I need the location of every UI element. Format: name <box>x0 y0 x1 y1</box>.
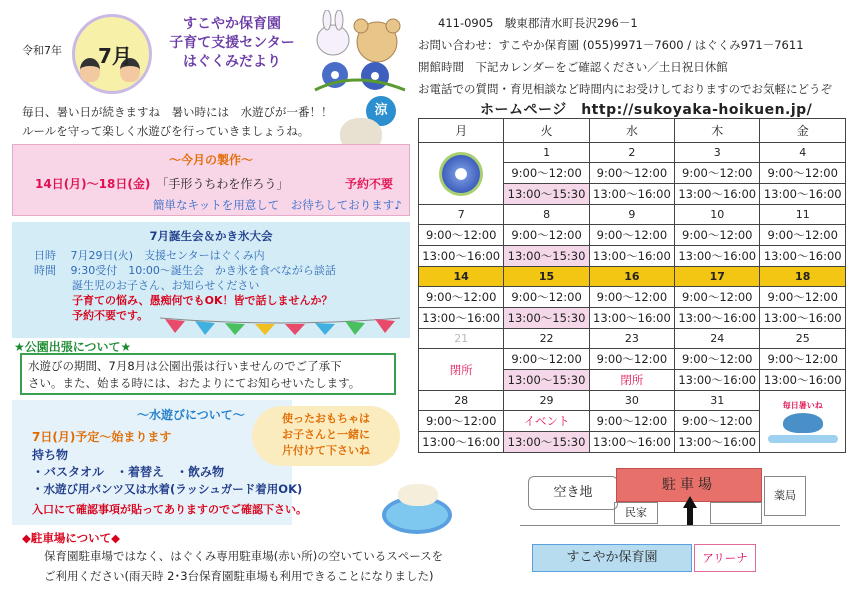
am-hours: 9:00～12:00 <box>760 287 846 308</box>
whale-caption: 毎日暑いね <box>782 401 823 410</box>
parking-line: ご利用ください(雨天時 2･3台保育園駐車場も利用できることになりました) <box>44 569 434 583</box>
water-play-box <box>12 400 307 525</box>
rabbit-bear-illustration <box>305 10 410 95</box>
pm-hours: 13:00～16:00 <box>589 184 674 205</box>
am-hours: 9:00～12:00 <box>419 287 504 308</box>
day-header: 月 <box>419 119 504 143</box>
phone: お問い合わせ：すこやか保育園 (055)9971－7600 / はぐくみ971－7611 <box>418 38 804 52</box>
am-hours: 9:00～12:00 <box>504 163 589 184</box>
pm-hours: 13:00～16:00 <box>760 246 846 267</box>
birthday-no-reservation: 予約不要です。 <box>72 309 149 322</box>
map-road <box>520 525 840 526</box>
park-visit-text: 水遊びの期間、7月8月は公園出張は行いませんのでご了承下 <box>28 359 342 373</box>
am-hours: 9:00～12:00 <box>419 411 504 432</box>
pm-hours: 13:00～16:00 <box>589 432 674 453</box>
date-cell: 3 <box>675 143 760 163</box>
monthly-calendar <box>418 118 846 453</box>
am-hours: 9:00～12:00 <box>589 287 674 308</box>
belongings-list: ・バスタオル ・着替え ・飲み物 <box>32 465 225 479</box>
pm-hours: 13:00～16:00 <box>760 308 846 329</box>
homepage-link[interactable]: ホームページ http://sukoyaka-hoikuen.jp/ <box>480 102 813 118</box>
day-header: 火 <box>504 119 589 143</box>
era-label: 令和7年 <box>22 44 62 57</box>
craft-note: 簡単なキットを用意して お待ちしております♪ <box>153 198 402 212</box>
date-cell: 10 <box>675 205 760 225</box>
event-label: イベント <box>504 411 589 432</box>
pm-hours: 13:00～16:00 <box>419 246 504 267</box>
address: 411-0905 駿東郡清水町長沢296－1 <box>438 16 638 30</box>
title-line: すこやか保育園 <box>183 16 281 32</box>
map-arena: アリーナ <box>694 544 756 572</box>
am-hours: 9:00～12:00 <box>675 349 760 370</box>
date-cell: 29 <box>504 391 589 411</box>
pm-hours: 13:00～16:00 <box>589 308 674 329</box>
pm-hours: 13:00～16:00 <box>675 370 760 391</box>
craft-reservation: 予約不要 <box>345 177 394 191</box>
pm-hours: 13:00～15:30 <box>504 246 589 267</box>
date-cell: 15 <box>504 267 589 287</box>
title-line: はぐくみだより <box>183 54 281 70</box>
date-cell: 18 <box>760 267 846 287</box>
am-hours: 9:00～12:00 <box>504 287 589 308</box>
map-nursery: すこやか保育園 <box>532 544 692 572</box>
cool-badge: 涼 <box>366 96 396 126</box>
date-cell: 16 <box>589 267 674 287</box>
parking-heading: ◆駐車場について◆ <box>22 531 120 545</box>
date-cell: 31 <box>675 391 760 411</box>
pm-hours: 13:00～15:30 <box>504 184 589 205</box>
pm-hours: 13:00～15:30 <box>504 370 589 391</box>
am-hours: 9:00～12:00 <box>760 349 846 370</box>
toy-cleanup-bubble: 使ったおもちゃは お子さんと一緒に 片付けて下さいね <box>252 406 400 466</box>
park-visit-box <box>20 353 396 395</box>
closed-label: 閉所 <box>589 370 674 391</box>
sea-icon <box>768 435 838 443</box>
belongings-heading: 持ち物 <box>32 448 69 462</box>
day-header: 水 <box>589 119 674 143</box>
map-pharmacy: 薬局 <box>764 476 806 516</box>
water-play-start: 7日(月)予定～始まります <box>32 430 172 444</box>
craft-date: 14日(月)～18日(金) <box>35 177 151 191</box>
pm-hours: 13:00～16:00 <box>675 184 760 205</box>
birthday-time: 時間 9:30受付 10:00～誕生会 かき氷を食べながら談話 <box>34 264 336 277</box>
pm-hours: 13:00～16:00 <box>589 246 674 267</box>
day-header: 木 <box>675 119 760 143</box>
parking-text <box>44 546 484 586</box>
date-cell: 28 <box>419 391 504 411</box>
day-header: 金 <box>760 119 846 143</box>
date-cell: 9 <box>589 205 674 225</box>
date-cell: 8 <box>504 205 589 225</box>
am-hours: 9:00～12:00 <box>589 225 674 246</box>
birthday-date: 日時 7月29日(火) 支援センターはぐくみ内 <box>34 249 265 262</box>
craft-heading: ～今月の製作～ <box>168 153 253 167</box>
intro-line: ルールを守って楽しく水遊びを行っていきましょうね。 <box>22 124 310 138</box>
birthday-heading: 7月誕生会＆かき氷大会 <box>149 229 273 243</box>
date-cell: 22 <box>504 329 589 349</box>
map-house: 民家 <box>614 502 658 524</box>
am-hours: 9:00～12:00 <box>504 225 589 246</box>
intro-text <box>22 103 382 141</box>
craft-row <box>35 175 394 192</box>
contact-info <box>418 12 858 100</box>
arrow-up-icon <box>683 496 697 526</box>
birthday-invite: 子育ての悩み、愚痴何でもOK！皆で話しませんか？ <box>72 294 333 307</box>
park-visit-heading: ★公園出張について★ <box>14 340 132 354</box>
birthday-notice: 誕生児のお子さん、お知らせください <box>72 279 260 292</box>
pm-hours: 13:00～16:00 <box>760 184 846 205</box>
am-hours: 9:00～12:00 <box>760 225 846 246</box>
pm-hours: 13:00～16:00 <box>760 370 846 391</box>
bathing-animals-illustration <box>398 484 438 506</box>
date-cell: 14 <box>419 267 504 287</box>
map-building <box>710 502 762 524</box>
date-cell: 25 <box>760 329 846 349</box>
calendar-header <box>419 119 846 143</box>
month-label: 7月 <box>98 44 132 68</box>
newsletter-title <box>162 15 302 72</box>
park-visit-text: さい。また、始まる時には、おたよりにてお知らせいたします。 <box>28 376 361 390</box>
closed-label: 閉所 <box>419 349 504 391</box>
intro-line: 毎日、暑い日が続きますね 暑い時には 水遊びが一番！！ <box>22 105 333 119</box>
craft-name: 「手形うちわを作ろう」 <box>156 177 289 191</box>
pm-hours: 13:00～16:00 <box>419 432 504 453</box>
date-cell: 21 <box>419 329 504 349</box>
pm-hours: 13:00～16:00 <box>675 246 760 267</box>
pm-hours: 13:00～16:00 <box>675 308 760 329</box>
am-hours: 9:00～12:00 <box>675 163 760 184</box>
am-hours: 9:00～12:00 <box>419 225 504 246</box>
parking-line: 保育園駐車場ではなく、はぐくみ専用駐車場(赤い所)の空いているスペースを <box>44 549 444 563</box>
opening-hours: 開館時間 下記カレンダーをご確認ください／土日祝日休館 <box>418 60 728 74</box>
pm-hours: 13:00～15:30 <box>504 308 589 329</box>
morning-glory-illustration <box>419 143 504 205</box>
whale-icon <box>783 413 823 433</box>
am-hours: 9:00～12:00 <box>589 411 674 432</box>
belongings-list: ・水遊び用パンツ又は水着(ラッシュガード着用OK) <box>32 482 303 496</box>
am-hours: 9:00～12:00 <box>675 225 760 246</box>
birthday-details <box>34 248 336 323</box>
date-cell: 24 <box>675 329 760 349</box>
water-play-note: 入口にて確認事項が貼ってありますのでご確認下さい。 <box>32 503 307 516</box>
date-cell: 4 <box>760 143 846 163</box>
map-vacant-lot: 空き地 <box>528 476 618 510</box>
am-hours: 9:00～12:00 <box>760 163 846 184</box>
date-cell: 23 <box>589 329 674 349</box>
whale-illustration-cell <box>760 391 846 453</box>
date-cell: 17 <box>675 267 760 287</box>
date-cell: 11 <box>760 205 846 225</box>
pm-hours: 13:00～16:00 <box>675 432 760 453</box>
date-cell: 7 <box>419 205 504 225</box>
date-cell: 30 <box>589 391 674 411</box>
am-hours: 9:00～12:00 <box>675 411 760 432</box>
monthly-craft-box <box>12 144 410 216</box>
am-hours: 9:00～12:00 <box>675 287 760 308</box>
contact-note: お電話での質問・育児相談など時間内にお受けしておりますのでお気軽にどうぞ <box>418 82 832 96</box>
child-illustration <box>80 58 100 82</box>
date-cell: 1 <box>504 143 589 163</box>
am-hours: 9:00～12:00 <box>589 349 674 370</box>
pm-hours: 13:00～15:30 <box>504 432 589 453</box>
pm-hours: 13:00～16:00 <box>419 308 504 329</box>
date-cell: 2 <box>589 143 674 163</box>
map-parking-lot: 駐車場 <box>616 468 762 502</box>
ice-flag-garland <box>160 314 400 336</box>
water-play-heading: ～水遊びについて～ <box>137 408 245 422</box>
title-line: 子育て支援センター <box>169 35 295 51</box>
am-hours: 9:00～12:00 <box>504 349 589 370</box>
am-hours: 9:00～12:00 <box>589 163 674 184</box>
